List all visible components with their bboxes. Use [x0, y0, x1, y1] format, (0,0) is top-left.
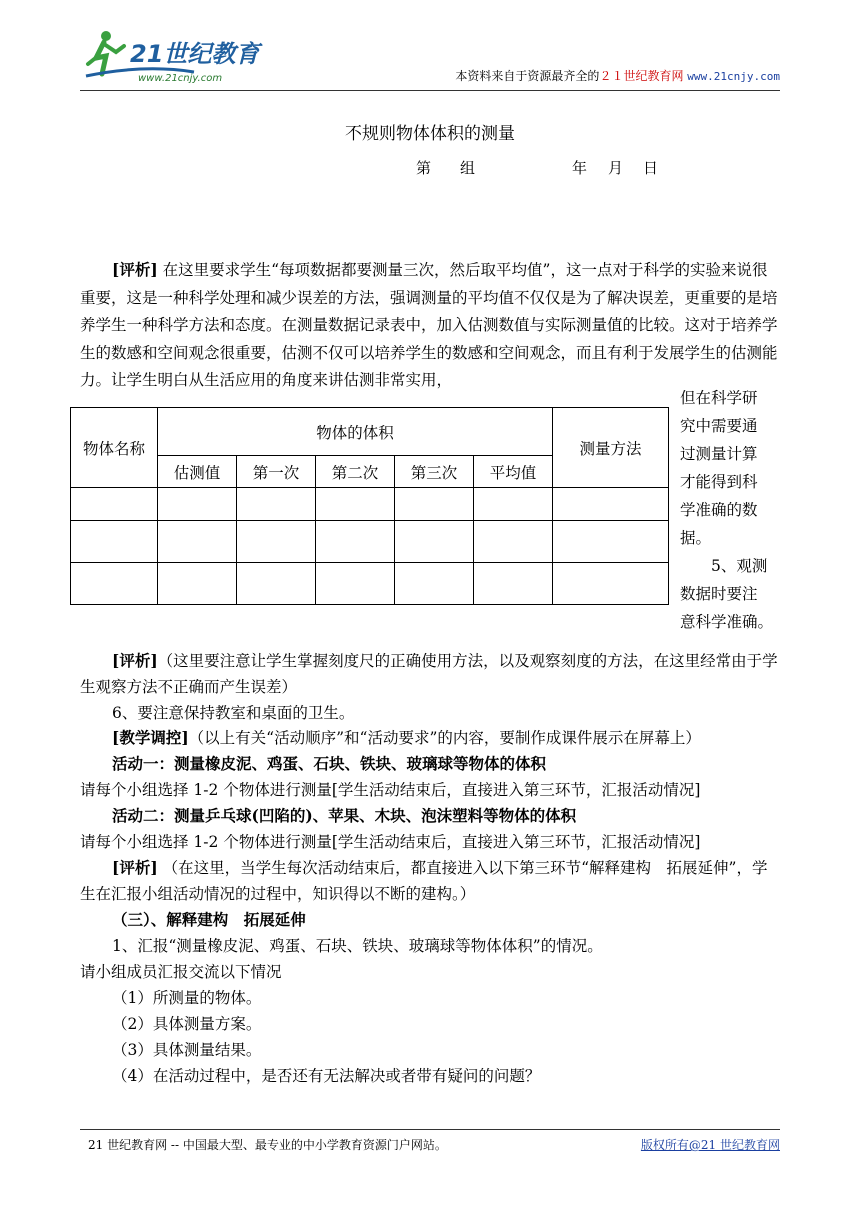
- day-label: 日: [643, 159, 659, 177]
- site-logo: [84, 26, 284, 86]
- first-header: 第一次: [237, 456, 316, 488]
- list-item: （4）在活动过程中，是否还有无法解决或者带有疑问的问题？: [112, 1067, 541, 1085]
- average-header: 平均值: [474, 456, 553, 488]
- footer-slogan: 21 世纪教育网 -- 中国最大型、最专业的中小学教育资源门户网站。: [88, 1138, 447, 1152]
- footer-copyright-link[interactable]: 版权所有@21 世纪教育网: [640, 1138, 780, 1152]
- year-label: 年: [572, 159, 588, 177]
- third-header: 第三次: [395, 456, 474, 488]
- list-item: （1）所测量的物体。: [112, 989, 262, 1007]
- item-6: 6、要注意保持教室和桌面的卫生。: [112, 704, 355, 722]
- object-volume-header: 物体的体积: [158, 408, 553, 456]
- month-label: 月: [608, 159, 624, 177]
- activity-2-title: 活动二：测量乒乓球(凹陷的)、苹果、木块、泡沫塑料等物体的体积: [112, 806, 577, 825]
- group-label-suffix: 组: [460, 159, 476, 177]
- list-item: （3）具体测量结果。: [112, 1041, 262, 1059]
- comment-paragraph-1: [评析] 在这里要求学生“每项数据都要测量三次，然后取平均值”，这一点对于科学的实验来说很重要，这是一种科学处理和减少误差的方法，强调测量的平均值不仅仅是为了解决误差，更重要的是培养学生一种科学方法和态度。在测量数据记录表中，加入估测数值与实际测量值的比较。这对于培养学生的数感和空间观念很重要，估测不仅可以培养学生的数感和空间观念，而且有利于发展学生的估测能力。让学生明白从生活应用的角度来讲估测非常实用，: [80, 260, 778, 390]
- object-name-header: 物体名称: [71, 408, 158, 488]
- comment-paragraph-3: [评析] （在这里，当学生每次活动结束后，都直接进入以下第三环节“解释建构 拓展延伸”，学生在汇报小组活动情况的过程中，知识得以不断的建构。）: [80, 858, 768, 903]
- report-intro: 请小组成员汇报交流以下情况: [80, 963, 282, 981]
- group-label: 第: [416, 159, 432, 177]
- activity-2-desc: 请每个小组选择 1-2 个物体进行测量[学生活动结束后，直接进入第三环节，汇报活动情况]: [80, 833, 701, 851]
- report-1: 1、汇报“测量橡皮泥、鸡蛋、石块、铁块、玻璃球等物体体积”的情况。: [112, 937, 603, 955]
- table-row: [71, 563, 669, 605]
- side-text: 但在科学研 究中需要通 过测量计算 才能得到科 学准确的数 据。 5、观测 数据时要注 意科学准确。: [680, 389, 774, 631]
- comment-paragraph-2: [评析]（这里要注意让学生掌握刻度尺的正确使用方法，以及观察刻度的方法，在这里经常由于学生观察方法不正确而产生误差）: [80, 651, 778, 696]
- header-source-note: 本资料来自于资源最齐全的２１世纪教育网 www.21cnjy.com: [455, 69, 780, 83]
- second-header: 第二次: [316, 456, 395, 488]
- measurement-table: [70, 407, 669, 605]
- svg-text:www.21cnjy.com: www.21cnjy.com: [138, 73, 223, 84]
- activity-1-desc: 请每个小组选择 1-2 个物体进行测量[学生活动结束后，直接进入第三环节，汇报活动情况]: [80, 781, 701, 799]
- list-item: （2）具体测量方案。: [112, 1015, 262, 1033]
- page-footer: [80, 1129, 780, 1152]
- svg-text:21世纪教育: 21世纪教育: [130, 40, 260, 68]
- page-header: [80, 20, 780, 91]
- header-url-link[interactable]: www.21cnjy.com: [687, 70, 780, 83]
- teaching-control: [教学调控]（以上有关“活动顺序”和“活动要求”的内容，要制作成课件展示在屏幕上）: [112, 728, 701, 747]
- table-row: [71, 521, 669, 563]
- document-title: 不规则物体体积的测量: [345, 124, 515, 144]
- activity-1-title: 活动一：测量橡皮泥、鸡蛋、石块、铁块、玻璃球等物体的体积: [112, 754, 547, 773]
- table-row: [71, 488, 669, 521]
- estimate-header: 估测值: [158, 456, 237, 488]
- section-3-heading: （三）、解释建构 拓展延伸: [112, 910, 306, 929]
- running-figure-logo-icon: [84, 26, 284, 86]
- measure-method-header: 测量方法: [553, 408, 669, 488]
